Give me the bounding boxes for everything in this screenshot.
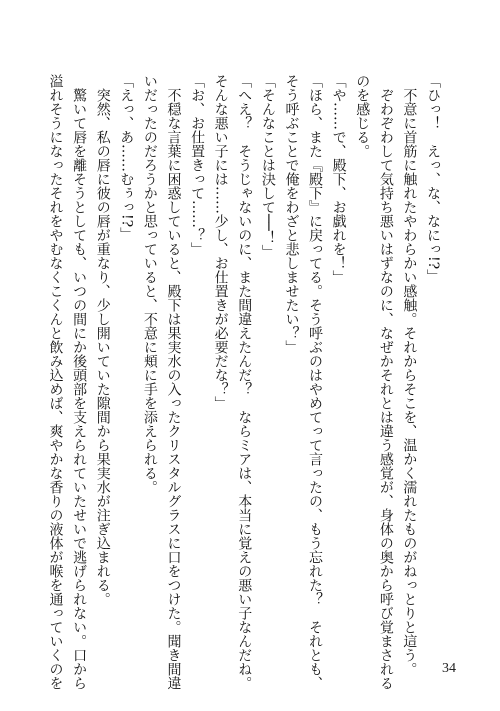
vertical-text-body bbox=[43, 74, 444, 690]
text-line: 驚いて唇を離そうとしても、いつの間にか後頭部を支えられていたせいで逃げられない。口から bbox=[71, 74, 88, 690]
text-line: のを感じる。 bbox=[354, 74, 371, 158]
text-line: ぞわぞわして気持ち悪いはずなのに、なぜかそれとは違う感覚が、身体の奥から呼び覚まされる bbox=[377, 74, 394, 690]
text-line: 溢れそうになったそれをやむなくこくんと飲み込めば、爽やかな香りの液体が喉を通っていくのを bbox=[47, 74, 64, 690]
text-line: 「や……で、殿下、お戯れを！」 bbox=[330, 74, 347, 284]
text-line: 「ほら、また『殿下』に戻ってる。そう呼ぶのはやめてって言ったの、もう忘れた？ それとも、 bbox=[307, 74, 324, 690]
text-line: 不意に首筋に触れたやわらかい感触。それからそこを、温かく濡れたものがねっとりと這う。 bbox=[401, 74, 418, 676]
text-line: 不穏な言葉に困惑していると、殿下は果実水の入ったクリスタルグラスに口をつけた。聞き間違 bbox=[165, 74, 182, 690]
text-line: そんな悪い子には……少し、お仕置きが必要だな？」 bbox=[212, 74, 229, 410]
text-line: 「お、お仕置きって……？」 bbox=[189, 74, 206, 256]
text-line: 「そんなことは決して──！」 bbox=[259, 74, 276, 259]
page-number: 34 bbox=[442, 661, 456, 676]
text-line: 「へえ？ そうじゃないのに、また間違えたんだ？ ならミアは、本当に覚えの悪い子なんだね。 bbox=[236, 74, 253, 690]
text-line: 「ひっ！ えっ、な、なにっ!?」 bbox=[425, 74, 441, 284]
text-line: そう呼ぶことで俺をわざと悲しませたい？」 bbox=[283, 74, 300, 354]
text-line: 「えっ、あ……むぅっ!?」 bbox=[118, 74, 135, 242]
text-line: 突然、私の唇に彼の唇が重なり、少し開いていた隙間から果実水が注ぎ込まれる。 bbox=[94, 74, 111, 606]
text-line: いだったのだろうかと思っていると、不意に頬に手を添えられる。 bbox=[141, 74, 158, 494]
